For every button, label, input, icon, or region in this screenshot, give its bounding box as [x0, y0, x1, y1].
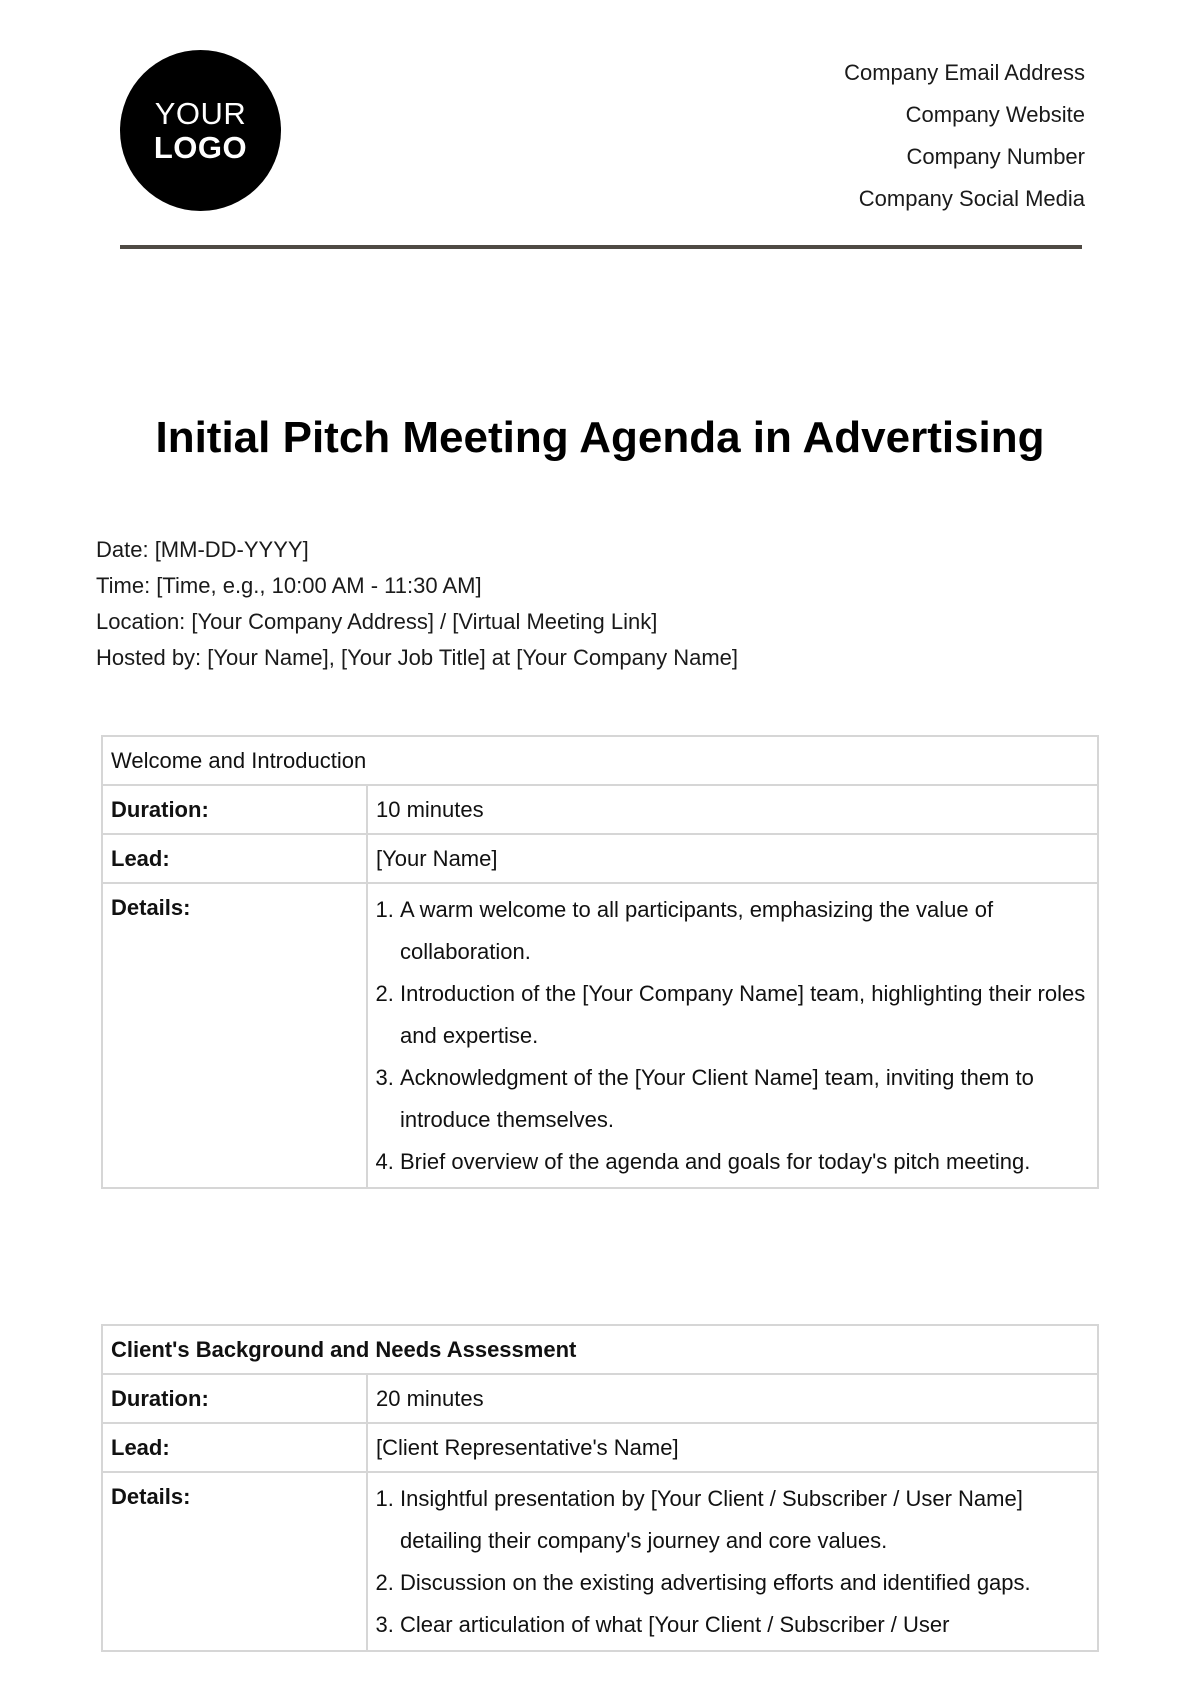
agenda-section-table [101, 735, 1099, 1189]
document-title: Initial Pitch Meeting Agenda in Advertising [155, 413, 1045, 462]
meeting-location: Location: [Your Company Address] / [Virtual Meeting Link] [96, 609, 658, 634]
duration-value: 10 minutes [367, 785, 1098, 834]
logo-line-1: YOUR [154, 95, 247, 131]
lead-row [102, 834, 1098, 883]
lead-row [102, 1423, 1098, 1472]
lead-label: Lead: [102, 834, 367, 883]
meeting-host: Hosted by: [Your Name], [Your Job Title] at [Your Company Name] [96, 645, 739, 670]
details-label: Details: [102, 883, 367, 1188]
details-cell [367, 883, 1098, 1188]
details-list [376, 889, 1089, 1183]
details-row [102, 1472, 1098, 1651]
agenda-section-table [101, 1324, 1099, 1652]
meeting-time: Time: [Time, e.g., 10:00 AM - 11:30 AM] [96, 573, 482, 598]
section-heading: Welcome and Introduction [102, 736, 1098, 785]
list-item: 3. Clear articulation of what [Your Client / Subscriber / User [400, 1604, 1089, 1646]
lead-label: Lead: [102, 1423, 367, 1472]
company-contact-block [844, 52, 1085, 220]
header-divider [120, 245, 1082, 249]
section-heading-row [102, 1325, 1098, 1374]
list-item: 1. A warm welcome to all participants, emphasizing the value of collaboration. [400, 889, 1089, 973]
lead-value: [Your Name] [367, 834, 1098, 883]
company-social-media: Company Social Media [858, 186, 1085, 211]
company-number: Company Number [906, 144, 1085, 169]
duration-label: Duration: [102, 785, 367, 834]
meeting-meta [96, 532, 738, 676]
details-label: Details: [102, 1472, 367, 1651]
section-heading-row [102, 736, 1098, 785]
company-email: Company Email Address [844, 60, 1085, 85]
list-item: 1. Insightful presentation by [Your Client / Subscriber / User Name] detailing their company's journey and core values. [400, 1478, 1089, 1562]
section-heading: Client's Background and Needs Assessment [102, 1325, 1098, 1374]
details-cell [367, 1472, 1098, 1651]
duration-row [102, 785, 1098, 834]
logo-line-2: LOGO [153, 129, 248, 165]
list-item: 2. Introduction of the [Your Company Name] team, highlighting their roles and expertise. [400, 973, 1089, 1057]
duration-value: 20 minutes [367, 1374, 1098, 1423]
list-item: 4. Brief overview of the agenda and goals for today's pitch meeting. [400, 1141, 1089, 1183]
duration-label: Duration: [102, 1374, 367, 1423]
lead-value: [Client Representative's Name] [367, 1423, 1098, 1472]
list-item: 3. Acknowledgment of the [Your Client Name] team, inviting them to introduce themselves. [400, 1057, 1089, 1141]
details-list [376, 1478, 1089, 1646]
list-item: 2. Discussion on the existing advertising efforts and identified gaps. [400, 1562, 1089, 1604]
duration-row [102, 1374, 1098, 1423]
meeting-date: Date: [MM-DD-YYYY] [96, 537, 309, 562]
details-row [102, 883, 1098, 1188]
company-logo [120, 50, 281, 211]
company-website: Company Website [905, 102, 1085, 127]
